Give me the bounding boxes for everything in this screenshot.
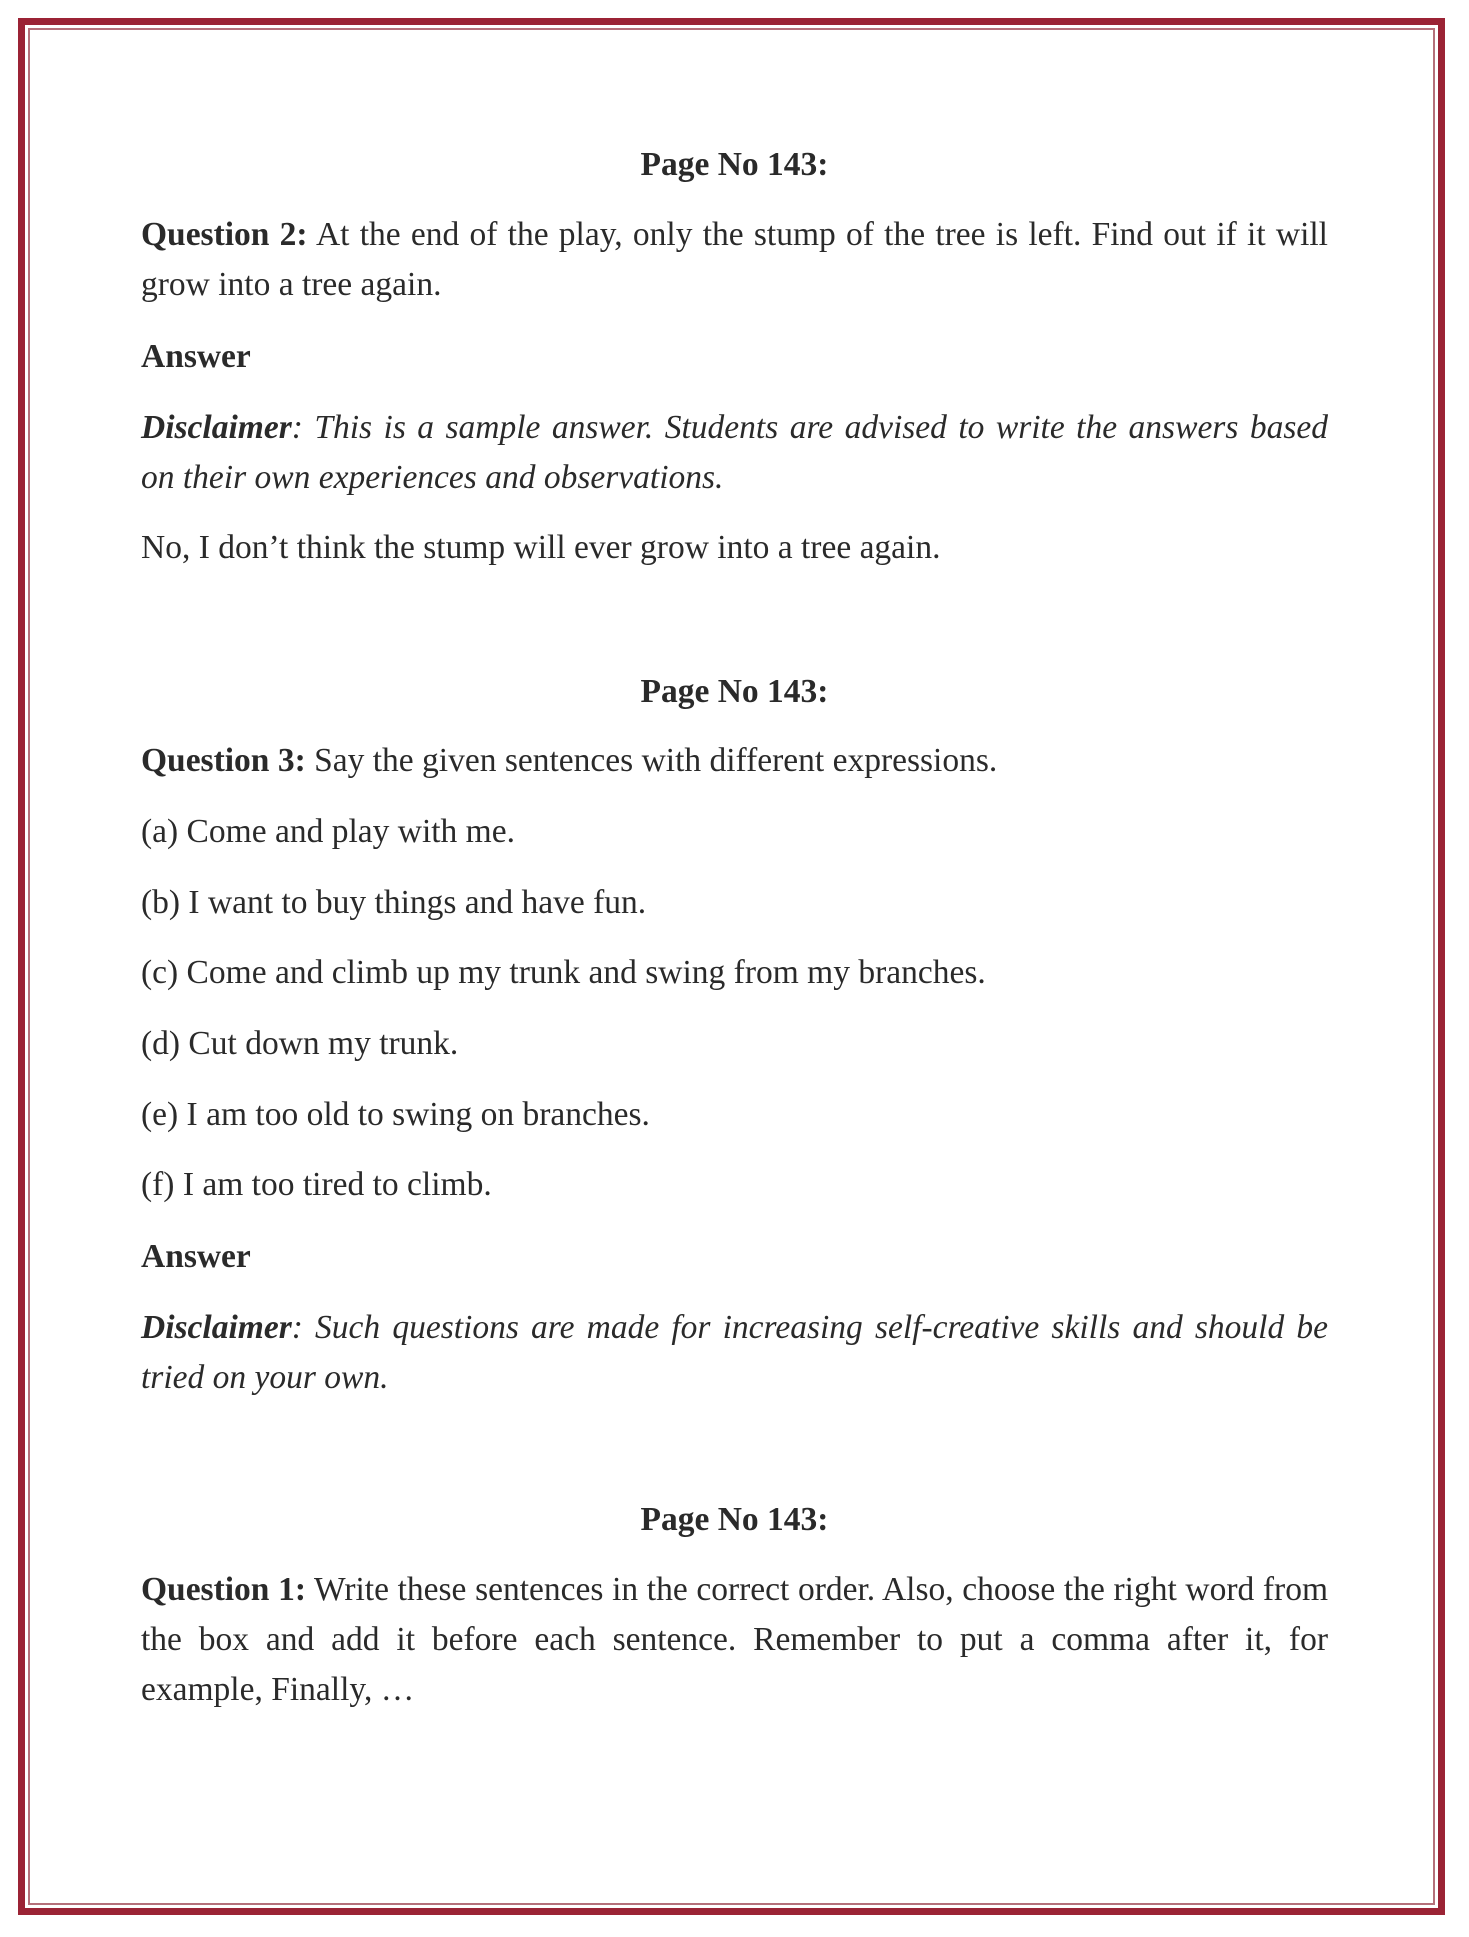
disclaimer-label: Disclaimer	[141, 409, 292, 446]
section-heading: Page No 143:	[640, 673, 829, 710]
list-item: (d) Cut down my trunk.	[141, 1025, 459, 1062]
list-item: (b) I want to buy things and have fun.	[141, 884, 647, 921]
question-text: Write these sentences in the correct order. Also, choose the right word from the box and add it before each sentence. Remember to put a comma after it, for example, Finally, …	[141, 1571, 1328, 1708]
question-1	[141, 1565, 1328, 1715]
disclaimer-text: : This is a sample answer. Students are advised to write the answers based on their own experiences and observations.	[141, 409, 1328, 496]
question-text: Say the given sentences with different expressions.	[305, 742, 998, 779]
list-item: (a) Come and play with me.	[141, 813, 515, 850]
list-item: (e) I am too old to swing on branches.	[141, 1096, 650, 1133]
question-label: Question 1:	[141, 1571, 306, 1608]
disclaimer-text: : Such questions are made for increasing self-creative skills and should be tried on your own.	[141, 1309, 1328, 1396]
disclaimer	[141, 403, 1328, 503]
answer-text: No, I don’t think the stump will ever grow into a tree again.	[141, 529, 941, 566]
disclaimer	[141, 1303, 1328, 1403]
section-heading: Page No 143:	[640, 146, 829, 183]
question-2	[141, 210, 1328, 310]
answer-label: Answer	[141, 338, 251, 375]
question-label: Question 3:	[141, 742, 306, 779]
disclaimer-label: Disclaimer	[141, 1309, 292, 1346]
question-3	[141, 736, 1328, 786]
question-label: Question 2:	[141, 216, 308, 253]
list-item: (f) I am too tired to climb.	[141, 1166, 492, 1203]
list-item: (c) Come and climb up my trunk and swing from my branches.	[141, 954, 986, 991]
question-text: At the end of the play, only the stump of the tree is left. Find out if it will grow into a tree again.	[141, 216, 1328, 303]
section-heading: Page No 143:	[640, 1501, 829, 1538]
answer-label: Answer	[141, 1238, 251, 1275]
